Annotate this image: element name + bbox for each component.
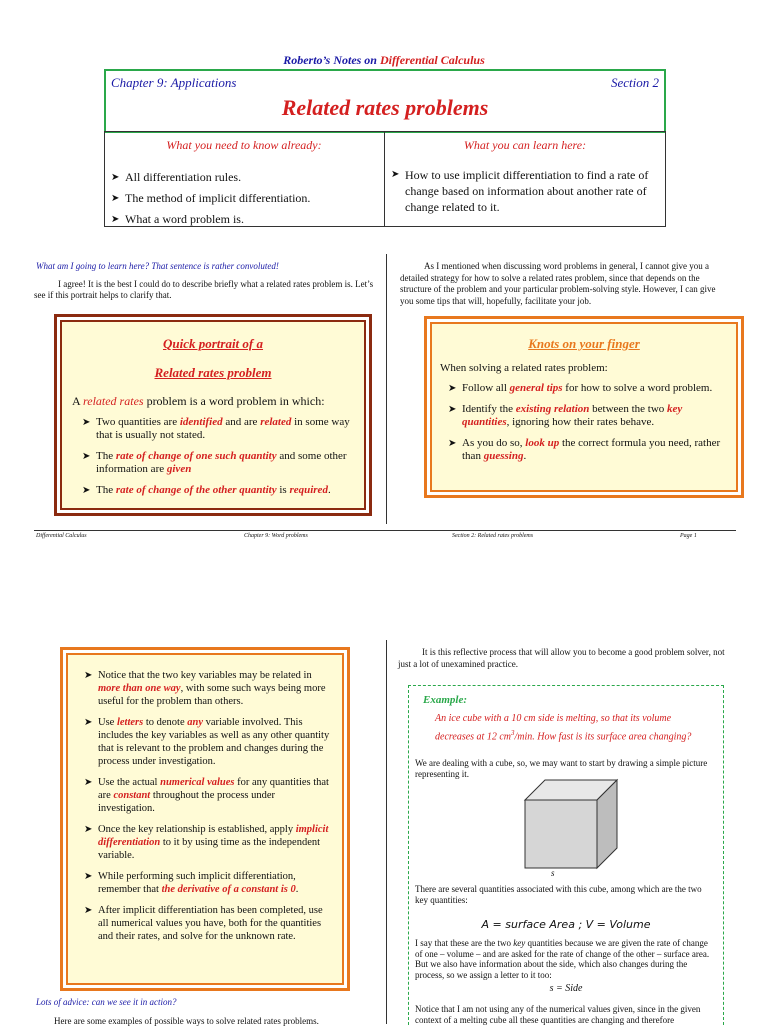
page-title: Related rates problems	[281, 95, 489, 120]
reflective-text: It is this reflective process that will allow you to become a good problem solver, not just a lot of unexamined practice.	[398, 647, 725, 669]
prerequisite-table	[104, 131, 666, 227]
site-title-prefix: Roberto’s Notes on	[283, 53, 380, 67]
question-heading: Lots of advice: can we see it in action?	[36, 997, 177, 1007]
tips-intro-text: As I mentioned when discussing word problems in general, I cannot give you a detailed strategy for how to solve a related rates problem, since that depends on the structure of the problem and your particular problem-solving style. However, I can give you some tips that will, hopefully, facilitate your job.	[400, 261, 716, 306]
example-paragraph: We are dealing with a cube, so, we may want to start by drawing a simple picture representing it.	[415, 758, 708, 779]
example-paragraph: Notice that I am not using any of the numerical values given, since in the given context of a melting cube all these quantities are changing and therefore	[415, 1004, 701, 1025]
chapter-label: Chapter 9: Applications	[111, 75, 237, 90]
side-formula: s = Side	[549, 983, 583, 994]
knots-lead: When solving a related rates problem:	[440, 362, 608, 374]
list-item: ➤ How to use implicit differentiation to find a rate of change based on information about another rate of change related to it.	[391, 167, 657, 215]
portrait-lead: A related rates problem is a word problem in which:	[72, 394, 325, 408]
list-item: ➤ Use letters to denote any variable involved. This includes the key variables as well as any other quantity that is relevant to the problem and changes during the process under investigation.	[84, 716, 334, 768]
cube-illustration	[521, 778, 621, 870]
need-list	[111, 167, 381, 230]
footer-course: Differential Calculus	[36, 533, 87, 539]
list-item: ➤ Once the key relationship is established, apply implicit differentiation to it by using time as the independent variable.	[84, 823, 334, 862]
list-item: ➤ The rate of change of the other quantity is required.	[82, 484, 352, 497]
example-label: Example:	[423, 694, 467, 706]
tips-box	[60, 647, 350, 991]
portrait-title: Quick portrait of a	[162, 336, 264, 351]
list-item: ➤ Use the actual numerical values for any quantities that are constant throughout the process under investigation.	[84, 776, 334, 815]
knots-box	[424, 316, 744, 498]
section-label: Section 2	[610, 75, 659, 90]
list-item: ➤ As you do so, look up the correct formula you need, rather than guessing.	[448, 437, 730, 463]
list-item: ➤ What a word problem is.	[111, 209, 381, 230]
knots-list	[448, 382, 730, 471]
learn-list	[391, 167, 657, 215]
chapter-header-box	[104, 69, 666, 133]
list-item: ➤ Notice that the two key variables may be related in more than one way, with some such ways being more useful for the problem than others.	[84, 669, 334, 708]
list-item: ➤ Two quantities are identified and are related in some way that is usually not stated.	[82, 416, 352, 442]
key-quantities-formula: A = surface Area ; V = Volume	[481, 918, 651, 931]
list-item: ➤ The rate of change of one such quantity and some other information are given	[82, 450, 352, 476]
portrait-subtitle: Related rates problem	[154, 365, 272, 380]
column-divider	[386, 640, 387, 1024]
question-heading: What am I going to learn here? That sentence is rather convoluted!	[36, 261, 279, 271]
example-box	[408, 685, 724, 1025]
example-paragraph: I say that these are the two key quantities because we are given the rate of change of one – volume – and are asked for the rate of change of the other – surface area. But we also have information about the side, which also changes during the process, so we assign a letter to it too:	[415, 938, 710, 980]
list-item: ➤ Identify the existing relation between the two key quantities, ignoring how their rates behave.	[448, 403, 730, 429]
quick-portrait-box	[54, 314, 372, 516]
site-title-course: Differential Calculus	[379, 53, 485, 67]
site-title	[0, 53, 768, 68]
tips-list	[84, 669, 334, 951]
footer-page: Page 1	[680, 533, 697, 539]
list-item: ➤ Follow all general tips for how to solve a word problem.	[448, 382, 730, 395]
cube-side-label: s	[551, 868, 555, 878]
knots-title: Knots on your finger	[528, 336, 640, 351]
need-heading: What you need to know already:	[166, 138, 322, 152]
example-paragraph: There are several quantities associated with this cube, among which are the two key quantities:	[415, 884, 702, 905]
footer-section: Section 2: Related rates problems	[452, 533, 534, 539]
answer-text: I agree! It is the best I could do to describe briefly what a related rates problem is. Let’s see if this portrait helps to clarify that.	[34, 279, 374, 300]
footer-chapter: Chapter 9: Word problems	[244, 533, 308, 539]
answer-text: Here are some examples of possible ways to solve related rates problems.	[54, 1016, 319, 1026]
list-item: ➤ All differentiation rules.	[111, 167, 381, 188]
footer-rule	[34, 530, 736, 531]
example-problem: An ice cube with a 10 cm side is melting, so that its volume decreases at 12 $cm^3/\min$. How fast is its surface area changing?	[435, 713, 692, 743]
learn-heading: What you can learn here:	[463, 138, 587, 152]
list-item: ➤ The method of implicit differentiation.	[111, 188, 381, 209]
portrait-list	[82, 416, 352, 505]
column-divider	[386, 254, 387, 524]
list-item: ➤ After implicit differentiation has been completed, use all numerical values you have, both for the quantities and their rates, and solve for the unknown rate.	[84, 904, 334, 943]
list-item: ➤ While performing such implicit differentiation, remember that the derivative of a constant is 0.	[84, 870, 334, 896]
table-divider	[384, 132, 385, 226]
